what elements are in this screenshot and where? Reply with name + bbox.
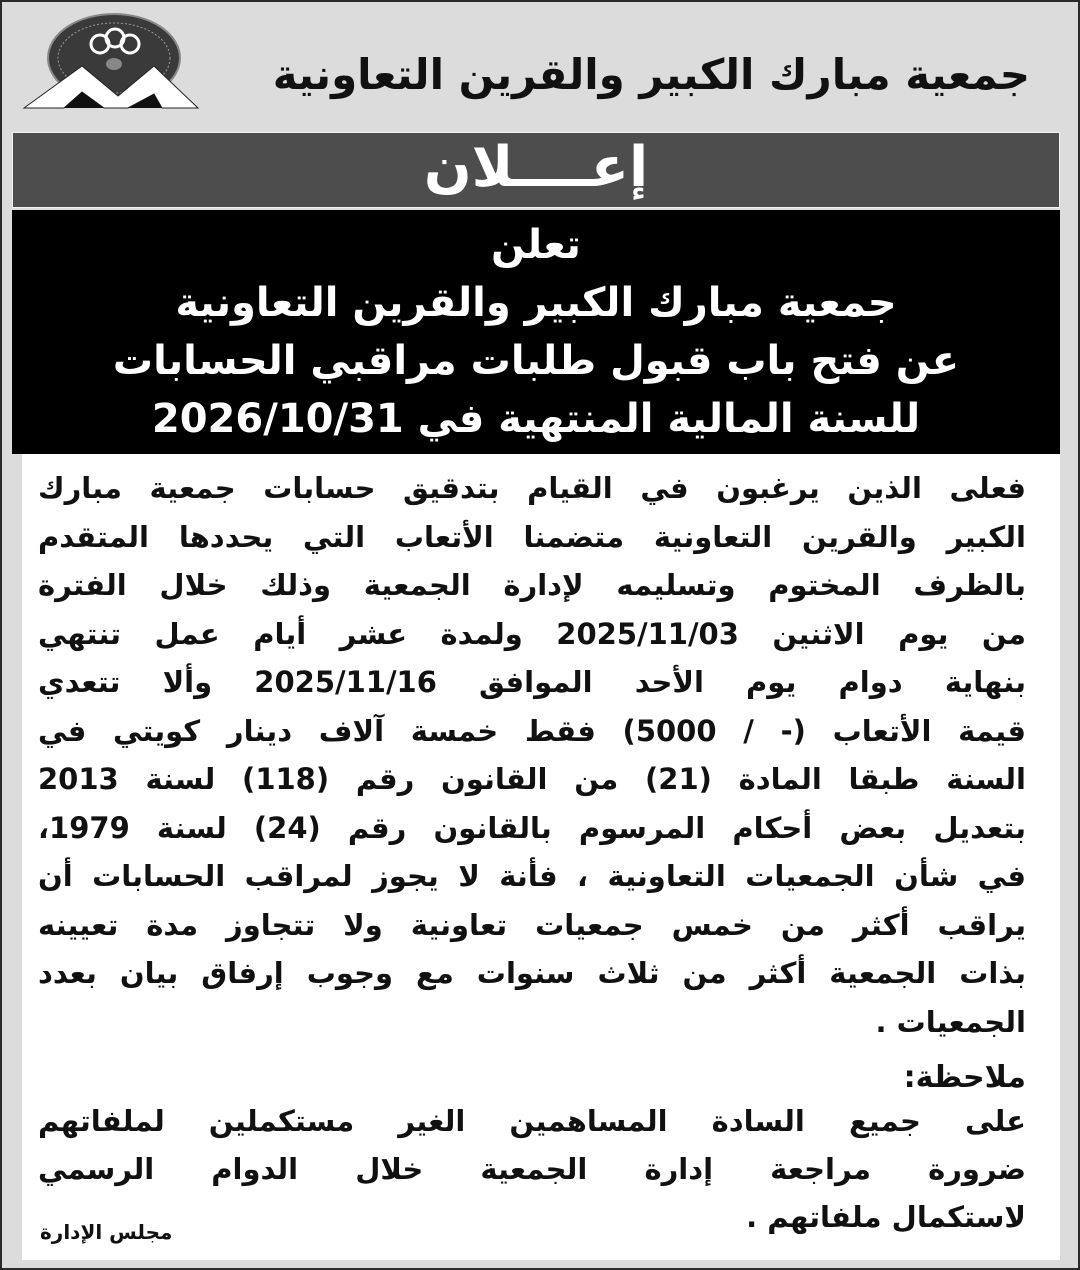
body-line: بتعديل بعض أحكام المرسوم بالقانون رقم (24) لسنة 1979،	[38, 810, 1026, 845]
body-line: قيمة الأتعاب (- / 5000) فقط خمسة آلاف دينار كويتي في	[38, 713, 1026, 748]
announcement-banner	[12, 132, 1060, 208]
body-line: بنهاية دوام يوم الأحد الموافق 2025/11/16 وألا تتعدي	[38, 665, 1026, 699]
body-line: من يوم الاثنين 2025/11/03 ولمدة عشر أيام عمل تنتهي	[38, 616, 1026, 651]
headline-line: للسنة المالية المنتهية في 2026/10/31	[151, 396, 921, 442]
signature: مجلس الإدارة	[40, 1220, 173, 1244]
body-line: الجمعيات .	[875, 1004, 1026, 1039]
note-title: ملاحظة:	[903, 1060, 1026, 1095]
announcement-body	[22, 454, 1060, 1260]
body-line: بذات الجمعية أكثر من ثلاث سنوات مع وجوب إرفاق بيان بعدد	[38, 956, 1026, 990]
org-name: جمعية مبارك الكبير والقرين التعاونية	[272, 49, 1030, 99]
note-paragraph	[22, 1095, 1060, 1241]
body-line: في شأن الجمعيات التعاونية ، فأنة لا يجوز لمراقب الحسابات أن	[38, 859, 1026, 893]
headline-line: عن فتح باب قبول طلبات مراقبي الحسابات	[112, 338, 960, 384]
headline-box	[12, 210, 1060, 454]
headline-line: جمعية مبارك الكبير والقرين التعاونية	[175, 280, 897, 326]
note-line: ضرورة مراجعة إدارة الجمعية خلال الدوام الرسمي	[38, 1152, 1026, 1186]
body-line: يراقب أكثر من خمس جمعيات تعاونية ولا تتجاوز مدة تعيينه	[38, 907, 1026, 942]
banner-title: إعــــلان	[423, 134, 649, 200]
cooperative-logo-icon	[22, 8, 202, 112]
headline-line: تعلن	[491, 222, 581, 268]
body-line: بالظرف المختوم وتسليمه لإدارة الجمعية وذلك خلال الفترة	[38, 568, 1026, 602]
body-paragraph	[22, 454, 1060, 1046]
note-line: على جميع السادة المساهمين الغير مستكملين لملفاتهم	[38, 1104, 1026, 1138]
body-line: الكبير والقرين التعاونية متضمنا الأتعاب التي يحددها المتقدم	[38, 519, 1026, 554]
body-line: السنة طبقا المادة (21) من القانون رقم (118) لسنة 2013	[38, 762, 1026, 796]
note-line: لاستكمال ملفاتهم .	[746, 1200, 1026, 1234]
body-line: فعلى الذين يرغبون في القيام بتدقيق حسابات جمعية مبارك	[38, 471, 1026, 505]
